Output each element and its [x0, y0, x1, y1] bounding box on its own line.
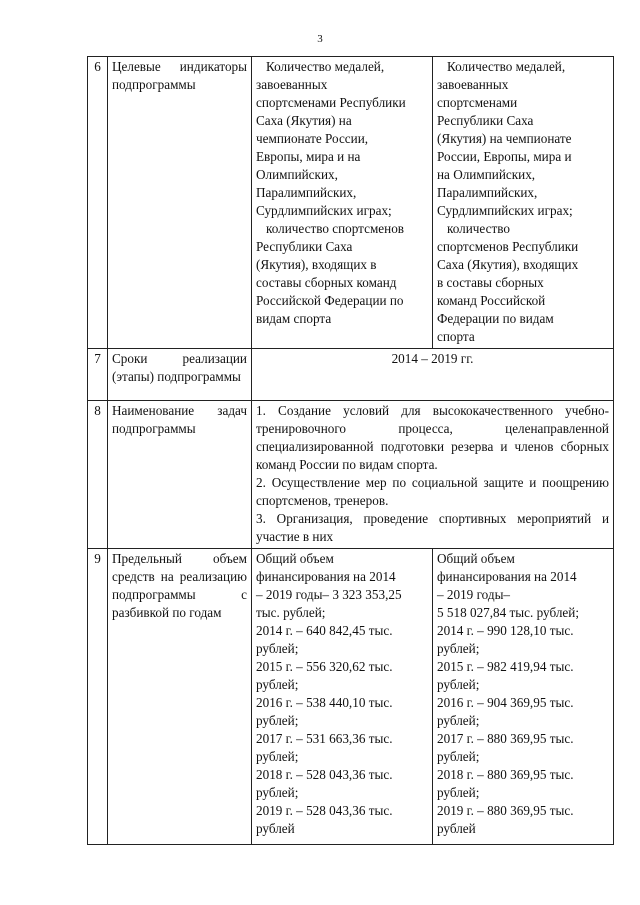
target-indicators-col1 [252, 57, 433, 349]
row-label: Целевые индикаторы подпрограммы [108, 57, 252, 349]
text-line: рублей [437, 821, 476, 836]
text-line: – 2019 годы– [437, 587, 511, 602]
text-line: Общий объем [437, 551, 515, 566]
row-label: Наименование задач подпрограммы [108, 401, 252, 549]
text-line: 5 518 027,84 тыс. рублей; [437, 605, 579, 620]
task-item: 2. Осуществление мер по социальной защите и поощрению спортсменов, тренеров. [256, 475, 609, 508]
text-line: завоеванных [256, 77, 328, 92]
row-number: 6 [88, 57, 108, 349]
text-line: рублей; [256, 785, 299, 800]
table-row-6 [88, 57, 614, 349]
text-line: 2018 г. – 528 043,36 тыс. [256, 767, 393, 782]
text-line: (Якутия) на чемпионате [437, 131, 572, 146]
text-line: 2016 г. – 538 440,10 тыс. [256, 695, 393, 710]
text-line: 2019 г. – 880 369,95 тыс. [437, 803, 574, 818]
text-line: рублей; [256, 749, 299, 764]
text-line: Общий объем [256, 551, 334, 566]
funding-col1 [252, 549, 433, 845]
text-line: 2017 г. – 880 369,95 тыс. [437, 731, 574, 746]
text-line: – 2019 годы– 3 323 353,25 [256, 587, 402, 602]
text-line: (Якутия), входящих в [256, 257, 377, 272]
text-line: Олимпийских, [256, 167, 338, 182]
text-line: Европы, мира и на [256, 149, 361, 164]
funding-col2 [433, 549, 614, 845]
target-indicators-col2 [433, 57, 614, 349]
task-item: 3. Организация, проведение спортивных мероприятий и участие в них [256, 511, 609, 544]
text-line: Республики Саха [256, 239, 353, 254]
text-line: Республики Саха [437, 113, 534, 128]
text-line: рублей; [256, 713, 299, 728]
text-line: составы сборных команд [256, 275, 397, 290]
text-line: Сурдлимпийских играх; [437, 203, 573, 218]
text-line: рублей; [437, 785, 480, 800]
text-line: России, Европы, мира и [437, 149, 572, 164]
tasks-cell [252, 401, 614, 549]
text-line: спортсменами Республики [256, 95, 406, 110]
row-label: Предельный объем средств на реализацию подпрограммы с разбивкой по годам [108, 549, 252, 845]
text-line: в составы сборных [437, 275, 544, 290]
text-line: Количество медалей, [447, 59, 566, 74]
text-line: количество спортсменов [266, 221, 405, 236]
text-line: чемпионате России, [256, 131, 369, 146]
text-line: Федерации по видам [437, 311, 554, 326]
text-line: Паралимпийских, [437, 185, 538, 200]
text-line: 2015 г. – 556 320,62 тыс. [256, 659, 393, 674]
passport-table [87, 56, 614, 845]
text-line: тыс. рублей; [256, 605, 326, 620]
text-line: 2019 г. – 528 043,36 тыс. [256, 803, 393, 818]
text-line: спортсменов Республики [437, 239, 579, 254]
text-line: количество [447, 221, 510, 236]
text-line: рублей; [437, 641, 480, 656]
text-line: спортсменами [437, 95, 518, 110]
text-line: рублей; [256, 641, 299, 656]
row-number: 8 [88, 401, 108, 549]
text-line: 2014 г. – 990 128,10 тыс. [437, 623, 574, 638]
row-label: Сроки реализации (этапы) подпрограммы [108, 349, 252, 401]
text-line: 2014 г. – 640 842,45 тыс. [256, 623, 393, 638]
text-line: Сурдлимпийских играх; [256, 203, 392, 218]
table-row-9 [88, 549, 614, 845]
text-line: на Олимпийских, [437, 167, 536, 182]
text-line: рублей [256, 821, 295, 836]
text-line: рублей; [437, 677, 480, 692]
text-line: Саха (Якутия), входящих [437, 257, 579, 272]
row-number: 9 [88, 549, 108, 845]
task-item: 1. Создание условий для высококачественного учебно-тренировочного процесса, целенаправленной специализированной подготовки резерва и членов сборных команд России по видам спорта. [256, 403, 609, 472]
text-line: финансирования на 2014 [256, 569, 396, 584]
text-line: Российской Федерации по [256, 293, 404, 308]
text-line: завоеванных [437, 77, 509, 92]
text-line: 2015 г. – 982 419,94 тыс. [437, 659, 574, 674]
text-line: Паралимпийских, [256, 185, 357, 200]
text-line: рублей; [256, 677, 299, 692]
text-line: спорта [437, 329, 475, 344]
text-line: Количество медалей, [266, 59, 385, 74]
table-row-8 [88, 401, 614, 549]
text-line: финансирования на 2014 [437, 569, 577, 584]
text-line: 2018 г. – 880 369,95 тыс. [437, 767, 574, 782]
text-line: рублей; [437, 713, 480, 728]
table-row-7 [88, 349, 614, 401]
text-line: Саха (Якутия) на [256, 113, 352, 128]
page-number: 3 [317, 33, 323, 45]
row-number: 7 [88, 349, 108, 401]
period-value: 2014 – 2019 гг. [252, 349, 614, 401]
text-line: 2016 г. – 904 369,95 тыс. [437, 695, 574, 710]
text-line: команд Российской [437, 293, 546, 308]
text-line: рублей; [437, 749, 480, 764]
text-line: видам спорта [256, 311, 332, 326]
text-line: 2017 г. – 531 663,36 тыс. [256, 731, 393, 746]
